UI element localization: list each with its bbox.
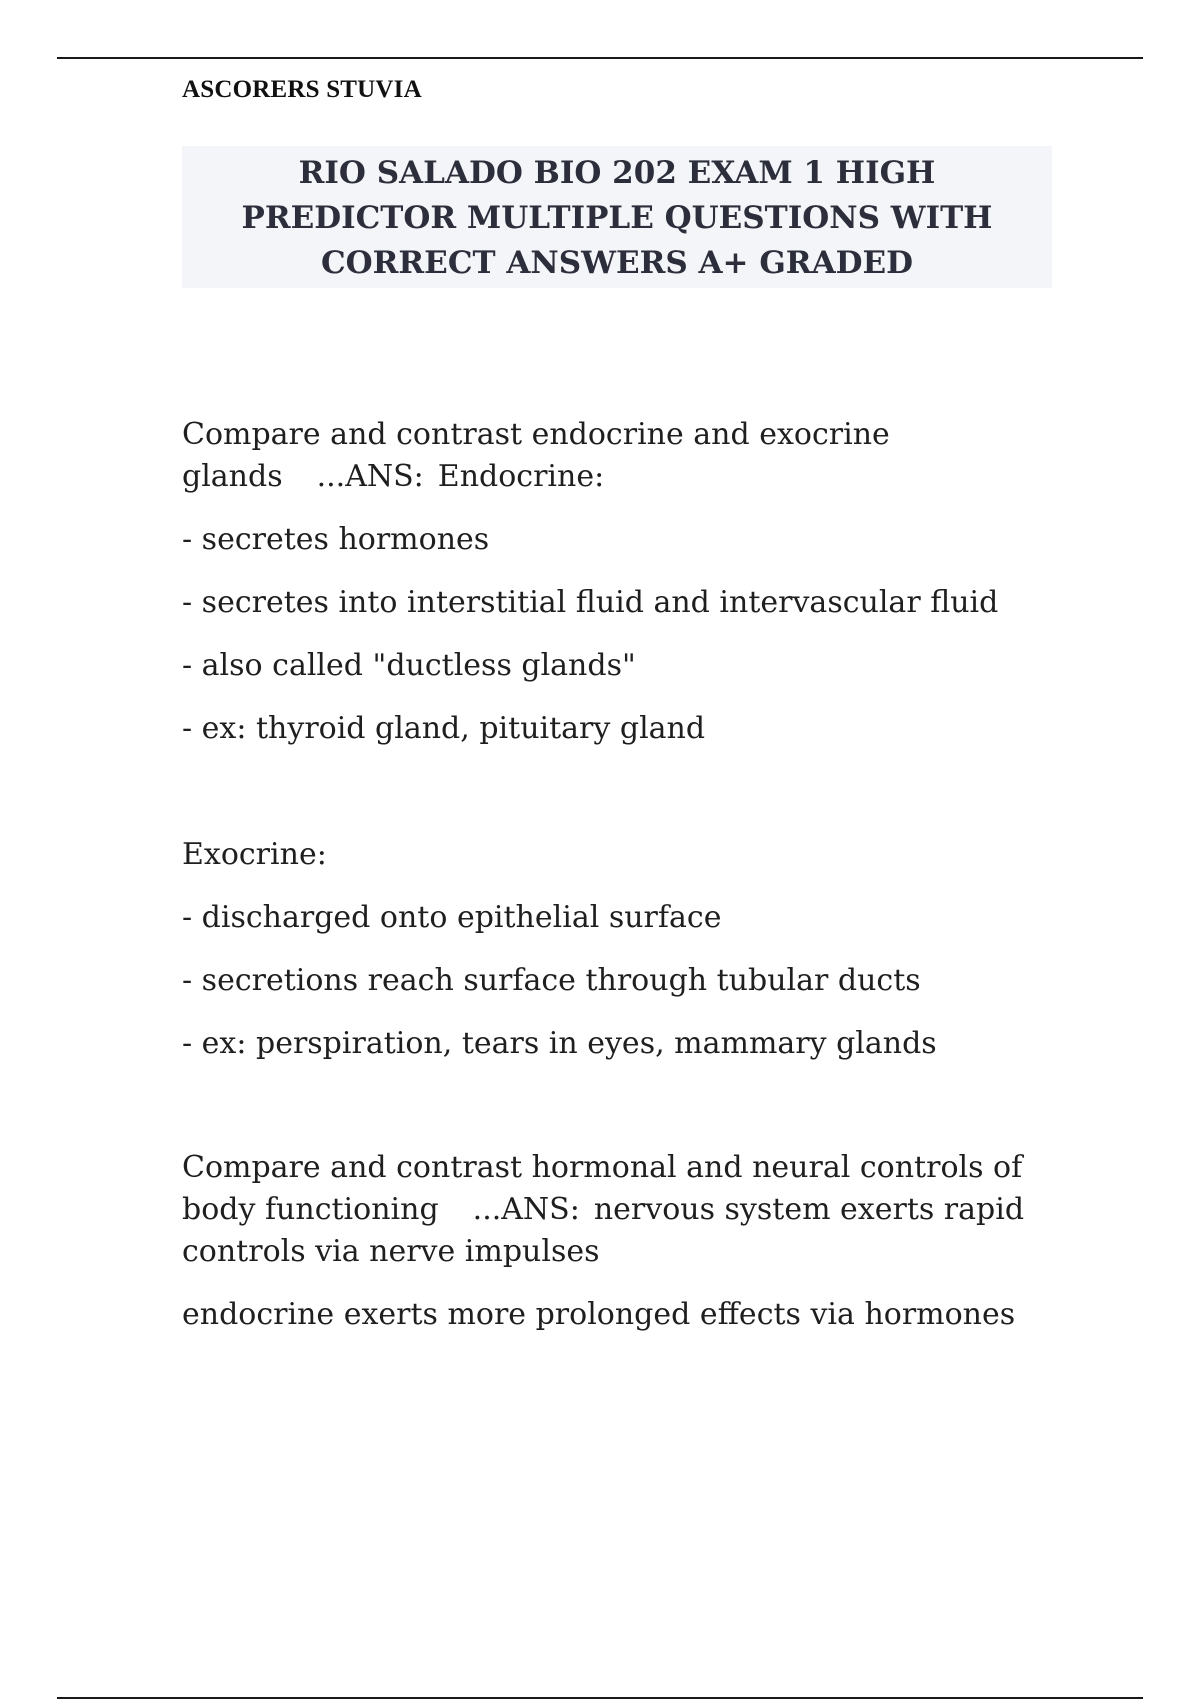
endocrine-point: - ex: thyroid gland, pituitary gland: [182, 711, 706, 746]
q2-answer-line3: controls via nerve impulses: [182, 1234, 600, 1269]
bottom-rule: [57, 1697, 1143, 1699]
q2-question-line2: [182, 1189, 1024, 1231]
document-title: [182, 146, 1052, 288]
site-header: ASCORERS STUVIA: [182, 76, 422, 103]
endocrine-point: - secretes into interstitial fluid and intervascular fluid: [182, 585, 999, 620]
exocrine-heading: Exocrine:: [182, 837, 327, 872]
title-line-2: PREDICTOR MULTIPLE QUESTIONS WITH: [241, 200, 993, 236]
exocrine-point: - discharged onto epithelial surface: [182, 900, 722, 935]
endocrine-point: - secretes hormones: [182, 522, 490, 557]
q1-answer-start: Endocrine:: [437, 459, 605, 494]
q2-ans-marker: ...ANS:: [472, 1192, 580, 1227]
q2-question-line1: Compare and contrast hormonal and neural controls of: [182, 1150, 1023, 1185]
top-rule: [57, 57, 1143, 59]
q1-question-tail: glands: [182, 459, 283, 494]
exocrine-point: - ex: perspiration, tears in eyes, mammary glands: [182, 1026, 937, 1061]
endocrine-point: - also called "ductless glands": [182, 648, 636, 683]
title-line-1: RIO SALADO BIO 202 EXAM 1 HIGH: [298, 155, 936, 191]
q2-question-tail: body functioning: [182, 1192, 439, 1227]
exocrine-point: - secretions reach surface through tubular ducts: [182, 963, 921, 998]
q1-question-line2: [182, 456, 604, 498]
title-line-3: CORRECT ANSWERS A+ GRADED: [320, 245, 914, 281]
q2-answer-start: nervous system exerts rapid: [593, 1192, 1025, 1227]
q2-answer-line4: endocrine exerts more prolonged effects via hormones: [182, 1297, 1016, 1332]
q1-ans-marker: ...ANS:: [316, 459, 424, 494]
q1-question-line1: Compare and contrast endocrine and exocrine: [182, 417, 890, 452]
